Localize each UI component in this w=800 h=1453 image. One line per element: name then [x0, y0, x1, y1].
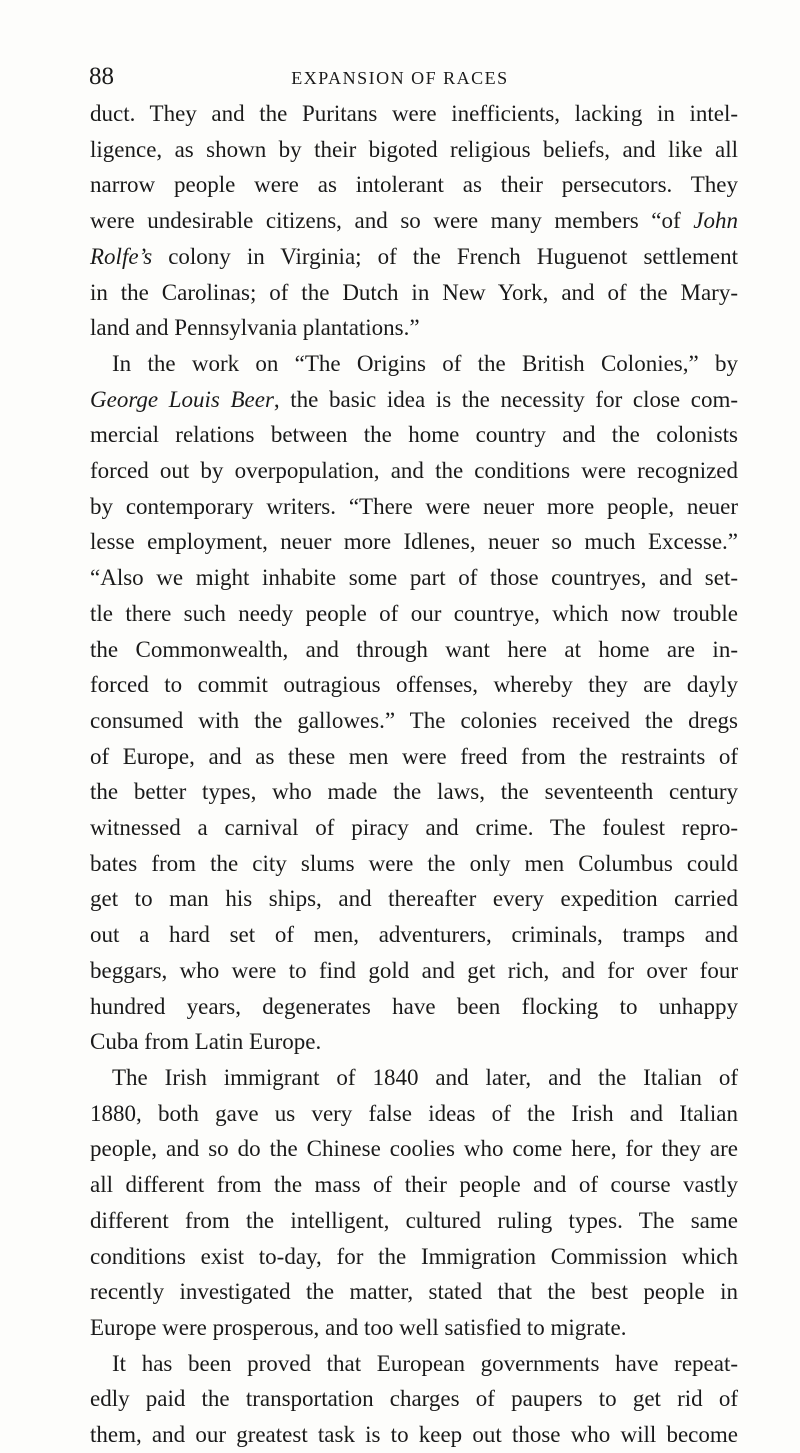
text-line [90, 453, 738, 489]
running-header [0, 62, 800, 92]
text-line [90, 1131, 738, 1167]
text-run: out a hard set of men, adventurers, criminals, tramps and [90, 922, 738, 948]
text-run: all different from the mass of their people and of course vastly [90, 1172, 738, 1198]
text-line [90, 275, 738, 311]
text-run: forced to commit outragious offenses, whereby they are dayly [90, 672, 738, 698]
text-line [90, 1346, 738, 1382]
text-run: It has been proved that European governments have repeat- [112, 1350, 738, 1376]
running-title: EXPANSION OF RACES [291, 68, 509, 88]
text-run: mercial relations between the home country and the colonists [90, 422, 738, 448]
text-run: the better types, who made the laws, the seventeenth century [90, 779, 738, 805]
text-line [90, 667, 738, 703]
text-line [90, 1203, 738, 1239]
text-line [90, 167, 738, 203]
text-run: , the basic idea is the necessity for close com- [273, 386, 738, 412]
text-run: narrow people were as intolerant as their persecutors. They [90, 172, 738, 198]
text-line [90, 489, 738, 525]
text-run: them, and our greatest task is to keep out those who will become [90, 1422, 738, 1448]
text-line [90, 953, 738, 989]
text-run: duct. They and the Puritans were inefficients, lacking in intel- [90, 101, 738, 126]
text-line [90, 1096, 738, 1132]
text-run: Cuba from Latin Europe. [90, 1029, 322, 1055]
text-run: bates from the city slums were the only men Columbus could [90, 850, 738, 876]
text-run: Europe were prosperous, and too well satisfied to migrate. [90, 1314, 627, 1340]
text-run: beggars, who were to find gold and get rich, and for over four [90, 957, 738, 983]
text-run: of Europe, and as these men were freed from the restraints of [90, 743, 738, 769]
text-line [90, 846, 738, 882]
text-line [90, 346, 738, 382]
text-run: different from the intelligent, cultured ruling types. The same [90, 1207, 738, 1233]
text-run: “Also we might inhabite some part of those countryes, and set- [90, 565, 738, 591]
text-line [90, 1310, 738, 1346]
text-line [90, 1239, 738, 1275]
text-line [90, 417, 738, 453]
text-line [90, 703, 738, 739]
text-line [90, 1381, 738, 1417]
text-run: The Irish immigrant of 1840 and later, and the Italian of [112, 1064, 738, 1090]
text-run: by contemporary writers. “There were neuer more people, neuer [90, 493, 738, 519]
text-line [90, 1167, 738, 1203]
text-line [90, 1274, 738, 1310]
text-line [90, 239, 738, 275]
text-run: ligence, as shown by their bigoted religious beliefs, and like all [90, 136, 738, 162]
text-run: consumed with the gallowes.” The colonies received the dregs [90, 707, 738, 733]
text-line [90, 774, 738, 810]
text-line [90, 382, 738, 418]
text-run: in the Carolinas; of the Dutch in New York, and of the Mary- [90, 279, 738, 305]
text-run: recently investigated the matter, stated that the best people in [90, 1279, 738, 1305]
text-line [90, 596, 738, 632]
text-line [90, 1417, 738, 1453]
text-line [90, 917, 738, 953]
text-line [90, 203, 738, 239]
text-run: get to man his ships, and thereafter every expedition carried [90, 886, 738, 912]
text-run: witnessed a carnival of piracy and crime. The foulest repro- [90, 815, 738, 841]
text-line [90, 1024, 738, 1060]
text-run: colony in Virginia; of the French Huguenot settlement [152, 243, 738, 269]
page-number: 88 [89, 63, 114, 90]
text-run: 1880, both gave us very false ideas of the Irish and Italian [90, 1100, 738, 1126]
text-run: edly paid the transportation charges of paupers to get rid of [90, 1386, 738, 1412]
text-line [90, 96, 738, 132]
text-line [90, 310, 738, 346]
text-run: conditions exist to-day, for the Immigration Commission which [90, 1243, 738, 1269]
text-run: land and Pennsylvania plantations.” [90, 315, 420, 341]
text-line [90, 739, 738, 775]
text-line [90, 881, 738, 917]
text-line [90, 524, 738, 560]
text-run: forced out by overpopulation, and the conditions were recognized [90, 458, 738, 484]
text-line [90, 632, 738, 668]
text-line [90, 1060, 738, 1096]
text-line [90, 132, 738, 168]
text-run: the Commonwealth, and through want here at home are in- [90, 636, 738, 662]
text-line [90, 989, 738, 1025]
italic-name: John [693, 208, 738, 234]
text-run: In the work on “The Origins of the British Colonies,” by [112, 350, 738, 376]
text-run: hundred years, degenerates have been flocking to unhappy [90, 993, 738, 1019]
body-text [90, 96, 738, 1453]
text-run: people, and so do the Chinese coolies who come here, for they are [90, 1136, 738, 1162]
text-run: lesse employment, neuer more Idlenes, neuer so much Excesse.” [90, 529, 738, 555]
text-run: tle there such needy people of our countrye, which now trouble [90, 600, 738, 626]
text-run: were undesirable citizens, and so were many members “of [90, 208, 694, 234]
italic-name: George Louis Beer [90, 386, 274, 412]
text-line [90, 810, 738, 846]
text-line [90, 560, 738, 596]
italic-name: Rolfe’s [90, 243, 153, 269]
